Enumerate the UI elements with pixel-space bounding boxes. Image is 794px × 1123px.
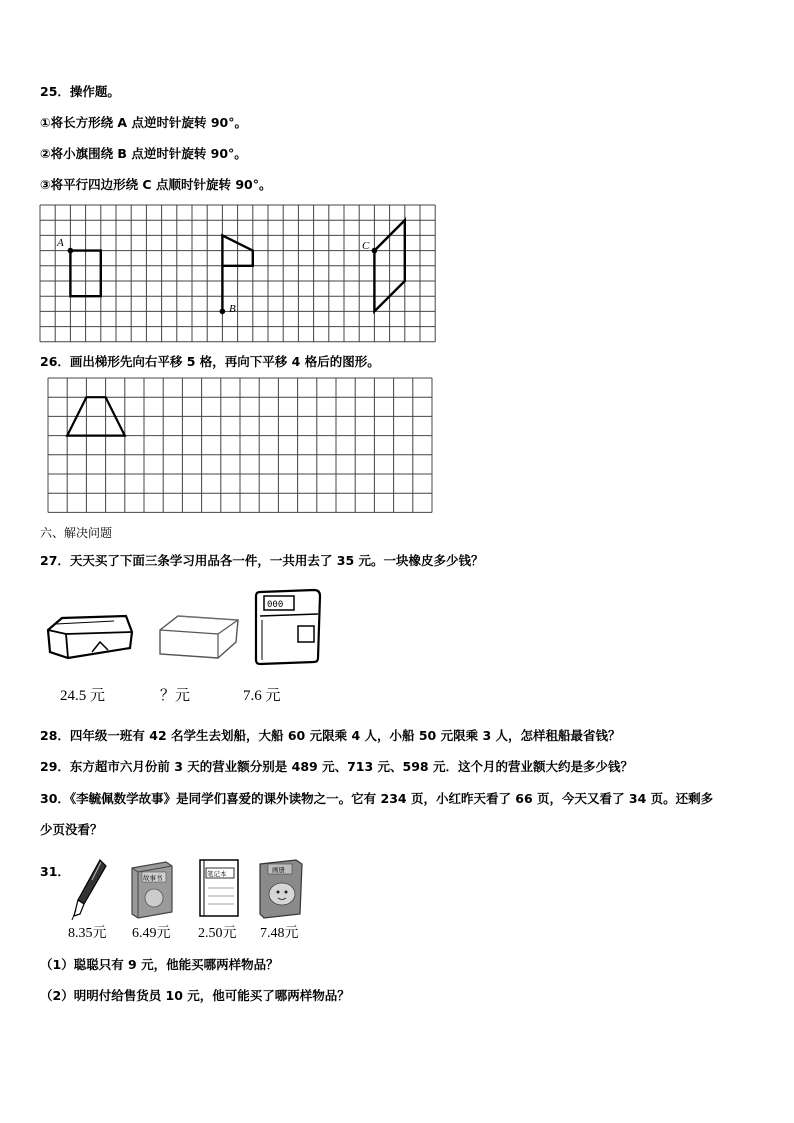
sketchbook-cover-text: 画册 — [272, 866, 285, 874]
storybook-icon — [126, 860, 178, 920]
point-c — [372, 248, 378, 254]
notebook-icon — [196, 858, 242, 920]
price-eraser: ？元 — [160, 688, 191, 704]
q31-sub-2: （2）明明付给售货员 10 元，他可能买了哪两样物品？ — [40, 988, 350, 1003]
storybook-cover-text: 故事书 — [143, 874, 163, 882]
price-pen: 8.35元 — [68, 926, 107, 941]
price-pencil-case: 24.5 元 — [60, 688, 106, 704]
q25-title: 25．操作题。 — [40, 84, 120, 99]
price-sketchbook: 7.48元 — [260, 926, 299, 941]
point-a — [68, 248, 74, 254]
pencil-case-icon — [44, 612, 136, 660]
q26-title: 26．画出梯形先向右平移 5 格，再向下平移 4 格后的图形。 — [40, 354, 380, 369]
price-calculator: 7.6 元 — [243, 688, 281, 704]
section-title: 六、解决问题 — [40, 526, 113, 540]
q31-sub-1: （1）聪聪只有 9 元，他能买哪两样物品？ — [40, 957, 279, 972]
q28-text: 28．四年级一班有 42 名学生去划船，大船 60 元限乘 4 人，小船 50 元限乘 3 人，怎样租船最省钱？ — [40, 728, 621, 743]
q25-item-2: ②将小旗围绕 B 点逆时针旋转 90°。 — [40, 146, 247, 161]
notebook-cover-text: 笔记本 — [207, 870, 227, 878]
point-a-label: A — [57, 237, 64, 249]
q25-item-3: ③将平行四边形绕 C 点顺时针旋转 90°。 — [40, 177, 272, 192]
sketchbook-icon — [256, 858, 308, 920]
point-b-label: B — [229, 303, 236, 315]
point-c-label: C — [362, 240, 370, 252]
point-b — [220, 309, 226, 315]
rotation-grid — [40, 205, 436, 340]
q30-line-2: 少页没看？ — [40, 822, 103, 837]
q25-item-1: ①将长方形绕 A 点逆时针旋转 90°。 — [40, 115, 247, 130]
fountain-pen-icon — [70, 858, 110, 922]
calculator-icon — [252, 586, 326, 668]
q27-text: 27．天天买了下面三条学习用品各一件，一共用去了 35 元。一块橡皮多少钱？ — [40, 553, 484, 568]
q29-text: 29．东方超市六月份前 3 天的营业额分别是 489 元、713 元、598 元．这个月的营业额大约是多少钱？ — [40, 759, 633, 774]
q31-number: 31． — [40, 864, 70, 879]
translation-grid — [48, 378, 434, 520]
price-notebook: 2.50元 — [198, 926, 237, 941]
calculator-display-text: 000 — [267, 600, 284, 610]
eraser-icon — [156, 612, 242, 660]
price-storybook: 6.49元 — [132, 926, 171, 941]
q30-line-1: 30．《李毓佩数学故事》是同学们喜爱的课外读物之一。它有 234 页，小红昨天看了 66 页，今天又看了 34 页。还剩多 — [40, 791, 714, 806]
